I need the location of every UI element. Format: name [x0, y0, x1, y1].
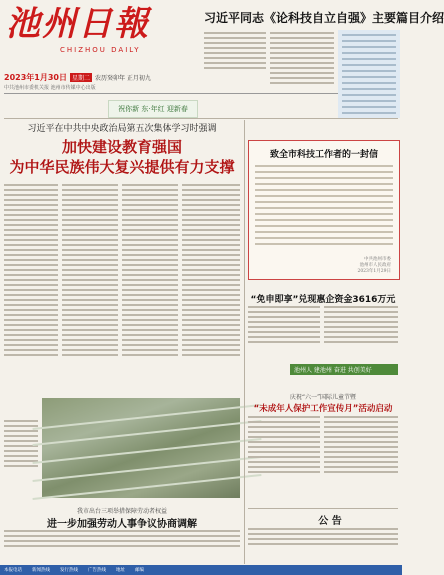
- top-story-column-1: [204, 32, 266, 92]
- subsidy-body-column-2: [324, 306, 398, 362]
- top-story-sidebar-box: [338, 30, 400, 118]
- top-story-column-2: [270, 32, 334, 116]
- column-divider: [244, 120, 245, 564]
- issue-date: 2023年1月30日: [4, 72, 67, 82]
- footer-item: 广告热线: [88, 568, 106, 573]
- letter-box[interactable]: [248, 140, 400, 280]
- subsidy-headline[interactable]: “免申即享”兑现惠企资金3616万元: [250, 295, 396, 305]
- issue-weekday: 星期二: [71, 74, 90, 82]
- footer-bar: [0, 565, 402, 575]
- lead-headline-line-1: 加快建设教育强国: [61, 138, 182, 156]
- footer-item: 邮编: [135, 568, 144, 573]
- newspaper-logo: 池州日報: [6, 4, 150, 44]
- bottom-story-kicker: 我市出台三项举措保障劳动者权益: [76, 508, 167, 515]
- footer-item: 新闻热线: [32, 568, 50, 573]
- ad-banner: 祝你新 东·年红 迎新春: [108, 100, 198, 118]
- publisher-line: 中共池州市委机关报 池州市传媒中心出版: [4, 85, 96, 91]
- notice-body: [248, 528, 398, 562]
- masthead: [4, 4, 192, 64]
- farmland-photo[interactable]: [42, 398, 240, 498]
- lead-headline[interactable]: [4, 137, 240, 177]
- letter-body: [255, 165, 393, 251]
- lead-body-column-4: [182, 184, 240, 394]
- children-story-headline[interactable]: “未成年人保护工作宣传月”活动启动: [253, 404, 393, 414]
- subsidy-body-column-1: [248, 306, 320, 362]
- letter-title: 致全市科技工作者的一封信: [269, 150, 378, 160]
- lead-kicker: 习近平在中共中央政治局第五次集体学习时强调: [27, 124, 217, 134]
- section-divider: [4, 118, 398, 119]
- bottom-story-body: [4, 530, 240, 562]
- letter-signature: 中共池州市委 池州市人民政府 2023年1月29日: [357, 257, 391, 274]
- slogan-bar: 池州人 建池州 奋进 共创美好: [290, 364, 398, 375]
- newspaper-logo-subtitle: CHIZHOU DAILY: [60, 46, 141, 54]
- footer-item: 地址: [116, 568, 125, 573]
- bottom-story-headline[interactable]: 进一步加强劳动人事争议协商调解: [47, 519, 197, 530]
- footer-item: 发行热线: [60, 568, 78, 573]
- notice-divider: [248, 508, 398, 509]
- children-story-column-1: [248, 416, 320, 504]
- top-story-headline[interactable]: 习近平同志《论科技自立自强》主要篇目介绍: [204, 11, 444, 25]
- date-row: [4, 70, 194, 84]
- notice-title[interactable]: 公 告: [318, 516, 342, 527]
- children-story-kicker: 庆祝“六一”国际儿童节暨: [289, 394, 357, 401]
- lunar-date: 农历癸卯年 正月初九: [94, 74, 151, 82]
- footer-item: 本报电话: [4, 568, 22, 573]
- children-story-column-2: [324, 416, 398, 504]
- lead-body-column-1: [4, 184, 58, 394]
- lead-body-column-2: [62, 184, 118, 394]
- lead-headline-line-2: 为中华民族伟大复兴提供有力支撑: [9, 158, 235, 176]
- lead-body-column-3: [122, 184, 178, 394]
